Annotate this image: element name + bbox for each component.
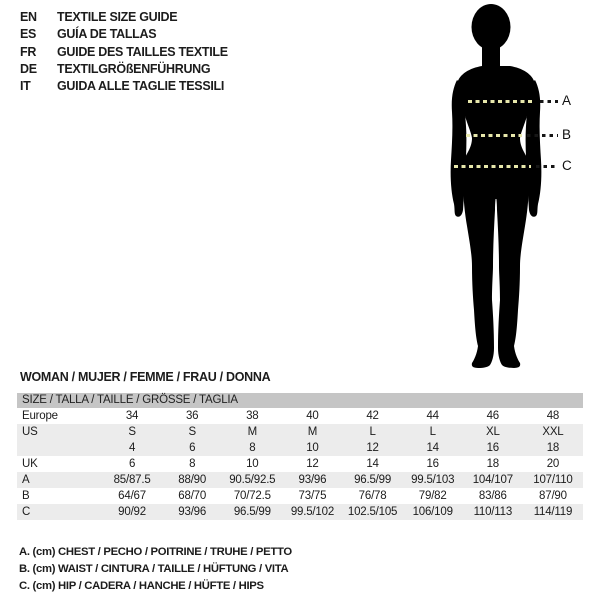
size-table	[17, 393, 583, 520]
measurement-legend	[19, 544, 292, 595]
table-cell: 40	[306, 410, 319, 422]
table-cell: S	[128, 426, 136, 438]
table-row-label: UK	[22, 458, 38, 470]
measure-line-c-on-body	[454, 165, 531, 168]
measure-label-b: B	[562, 127, 572, 142]
table-cell: 20	[546, 458, 560, 470]
table-row-label	[17, 440, 102, 456]
table-cell: 4	[128, 442, 136, 454]
measure-line-a-on-body	[468, 100, 535, 103]
table-cell: L	[429, 426, 436, 438]
language-title: GUIDE DES TAILLES TEXTILE	[57, 44, 228, 59]
table-cell: 42	[366, 410, 379, 422]
language-row	[20, 26, 228, 43]
table-cell: M	[247, 426, 257, 438]
table-row	[17, 440, 583, 456]
table-cell: 107/110	[533, 474, 573, 486]
table-cell: 90.5/92.5	[229, 474, 276, 486]
language-row	[20, 78, 228, 95]
table-cell: 10	[246, 458, 259, 470]
table-cell: 16	[426, 458, 439, 470]
table-row	[17, 488, 583, 504]
table-cell: 83/86	[478, 490, 507, 502]
measure-label-a: A	[562, 93, 572, 108]
table-cell: 102.5/105	[347, 506, 398, 518]
section-title: WOMAN / MUJER / FEMME / FRAU / DONNA	[20, 370, 271, 384]
table-cell: 64/67	[118, 490, 146, 502]
table-cell: 38	[246, 410, 259, 422]
table-cell: XXL	[542, 426, 564, 438]
table-row	[17, 408, 583, 424]
table-row-label: US	[22, 426, 38, 438]
language-code: DE	[20, 61, 37, 76]
table-cell: 12	[366, 442, 379, 454]
measure-line-b-off-body	[527, 134, 558, 137]
table-cell: 99.5/102	[290, 506, 335, 518]
table-row-label: C	[22, 506, 31, 518]
table-cell: 14	[426, 442, 439, 454]
measure-line-c-off-body	[536, 165, 558, 168]
table-row	[17, 424, 583, 440]
measure-label-c: C	[562, 158, 572, 173]
legend-line: A. (cm) CHEST / PECHO / POITRINE / TRUHE / PETTO	[19, 546, 292, 558]
table-cell: 96.5/99	[233, 506, 271, 518]
table-cell: 6	[189, 442, 196, 454]
table-cell: 14	[366, 458, 379, 470]
table-cell: M	[307, 426, 318, 438]
table-cell: 90/92	[118, 506, 146, 518]
table-cell: 18	[546, 442, 560, 454]
language-title-list	[20, 9, 228, 95]
table-cell: S	[188, 426, 196, 438]
table-cell: L	[369, 426, 376, 438]
table-row-label: B	[22, 490, 30, 502]
table-cell: 104/107	[472, 474, 513, 486]
table-cell: 46	[486, 410, 500, 422]
language-title: GUIDA ALLE TAGLIE TESSILI	[57, 79, 225, 94]
language-row	[20, 61, 228, 78]
table-cell: 93/96	[298, 474, 327, 486]
silhouette-right-leg	[496, 166, 529, 368]
table-cell: 18	[486, 458, 500, 470]
table-row	[17, 504, 583, 520]
measure-line-b-on-body	[466, 134, 522, 137]
language-row	[20, 9, 228, 26]
language-code: EN	[20, 10, 37, 24]
table-cell: 16	[486, 442, 500, 454]
table-header-bar: SIZE / TALLA / TAILLE / GRÖSSE / TAGLIA	[17, 393, 583, 408]
legend-line: B. (cm) WAIST / CINTURA / TAILLE / HÜFTUNG / VITA	[19, 563, 289, 575]
table-row-label: A	[22, 474, 30, 486]
table-cell: 48	[546, 410, 560, 422]
language-row	[20, 44, 228, 61]
table-cell: 114/119	[533, 506, 573, 518]
measure-line-a-off-body	[540, 100, 558, 103]
table-row	[17, 472, 583, 488]
language-code: FR	[20, 44, 37, 59]
table-cell: 70/72.5	[233, 490, 271, 502]
table-cell: 10	[306, 442, 319, 454]
table-cell: 73/75	[298, 490, 327, 502]
table-cell: 85/87.5	[113, 474, 151, 486]
language-code: ES	[20, 27, 37, 42]
table-cell: 8	[189, 458, 196, 470]
table-cell: 8	[249, 442, 256, 454]
legend-line: C. (cm) HIP / CADERA / HANCHE / HÜFTE / HIPS	[19, 580, 264, 592]
table-cell: 99.5/103	[411, 474, 455, 486]
table-cell: 36	[185, 410, 199, 422]
language-title: TEXTILGRÖßENFÜHRUNG	[57, 61, 211, 76]
table-cell: 34	[125, 410, 139, 422]
language-code: IT	[20, 79, 31, 94]
table-row-label: Europe	[22, 410, 58, 422]
table-body	[17, 408, 583, 520]
table-cell: 93/96	[178, 506, 207, 518]
table-cell: 88/90	[178, 474, 207, 486]
language-title: GUÍA DE TALLAS	[57, 27, 157, 42]
table-cell: 110/113	[473, 506, 513, 518]
table-cell: 44	[426, 410, 439, 422]
table-cell: 68/70	[178, 490, 207, 502]
table-cell: XL	[485, 426, 500, 438]
silhouette-neck	[482, 36, 500, 70]
table-cell: 87/90	[539, 490, 567, 502]
table-cell: 12	[306, 458, 319, 470]
table-cell: 76/78	[358, 490, 387, 502]
silhouette-left-leg	[463, 166, 496, 368]
table-cell: 79/82	[418, 490, 447, 502]
table-cell: 6	[128, 458, 136, 470]
table-row	[17, 456, 583, 472]
table-cell: 96.5/99	[354, 474, 392, 486]
language-title: TEXTILE SIZE GUIDE	[57, 10, 178, 24]
woman-silhouette	[430, 0, 565, 372]
table-cell: 106/109	[412, 506, 453, 518]
